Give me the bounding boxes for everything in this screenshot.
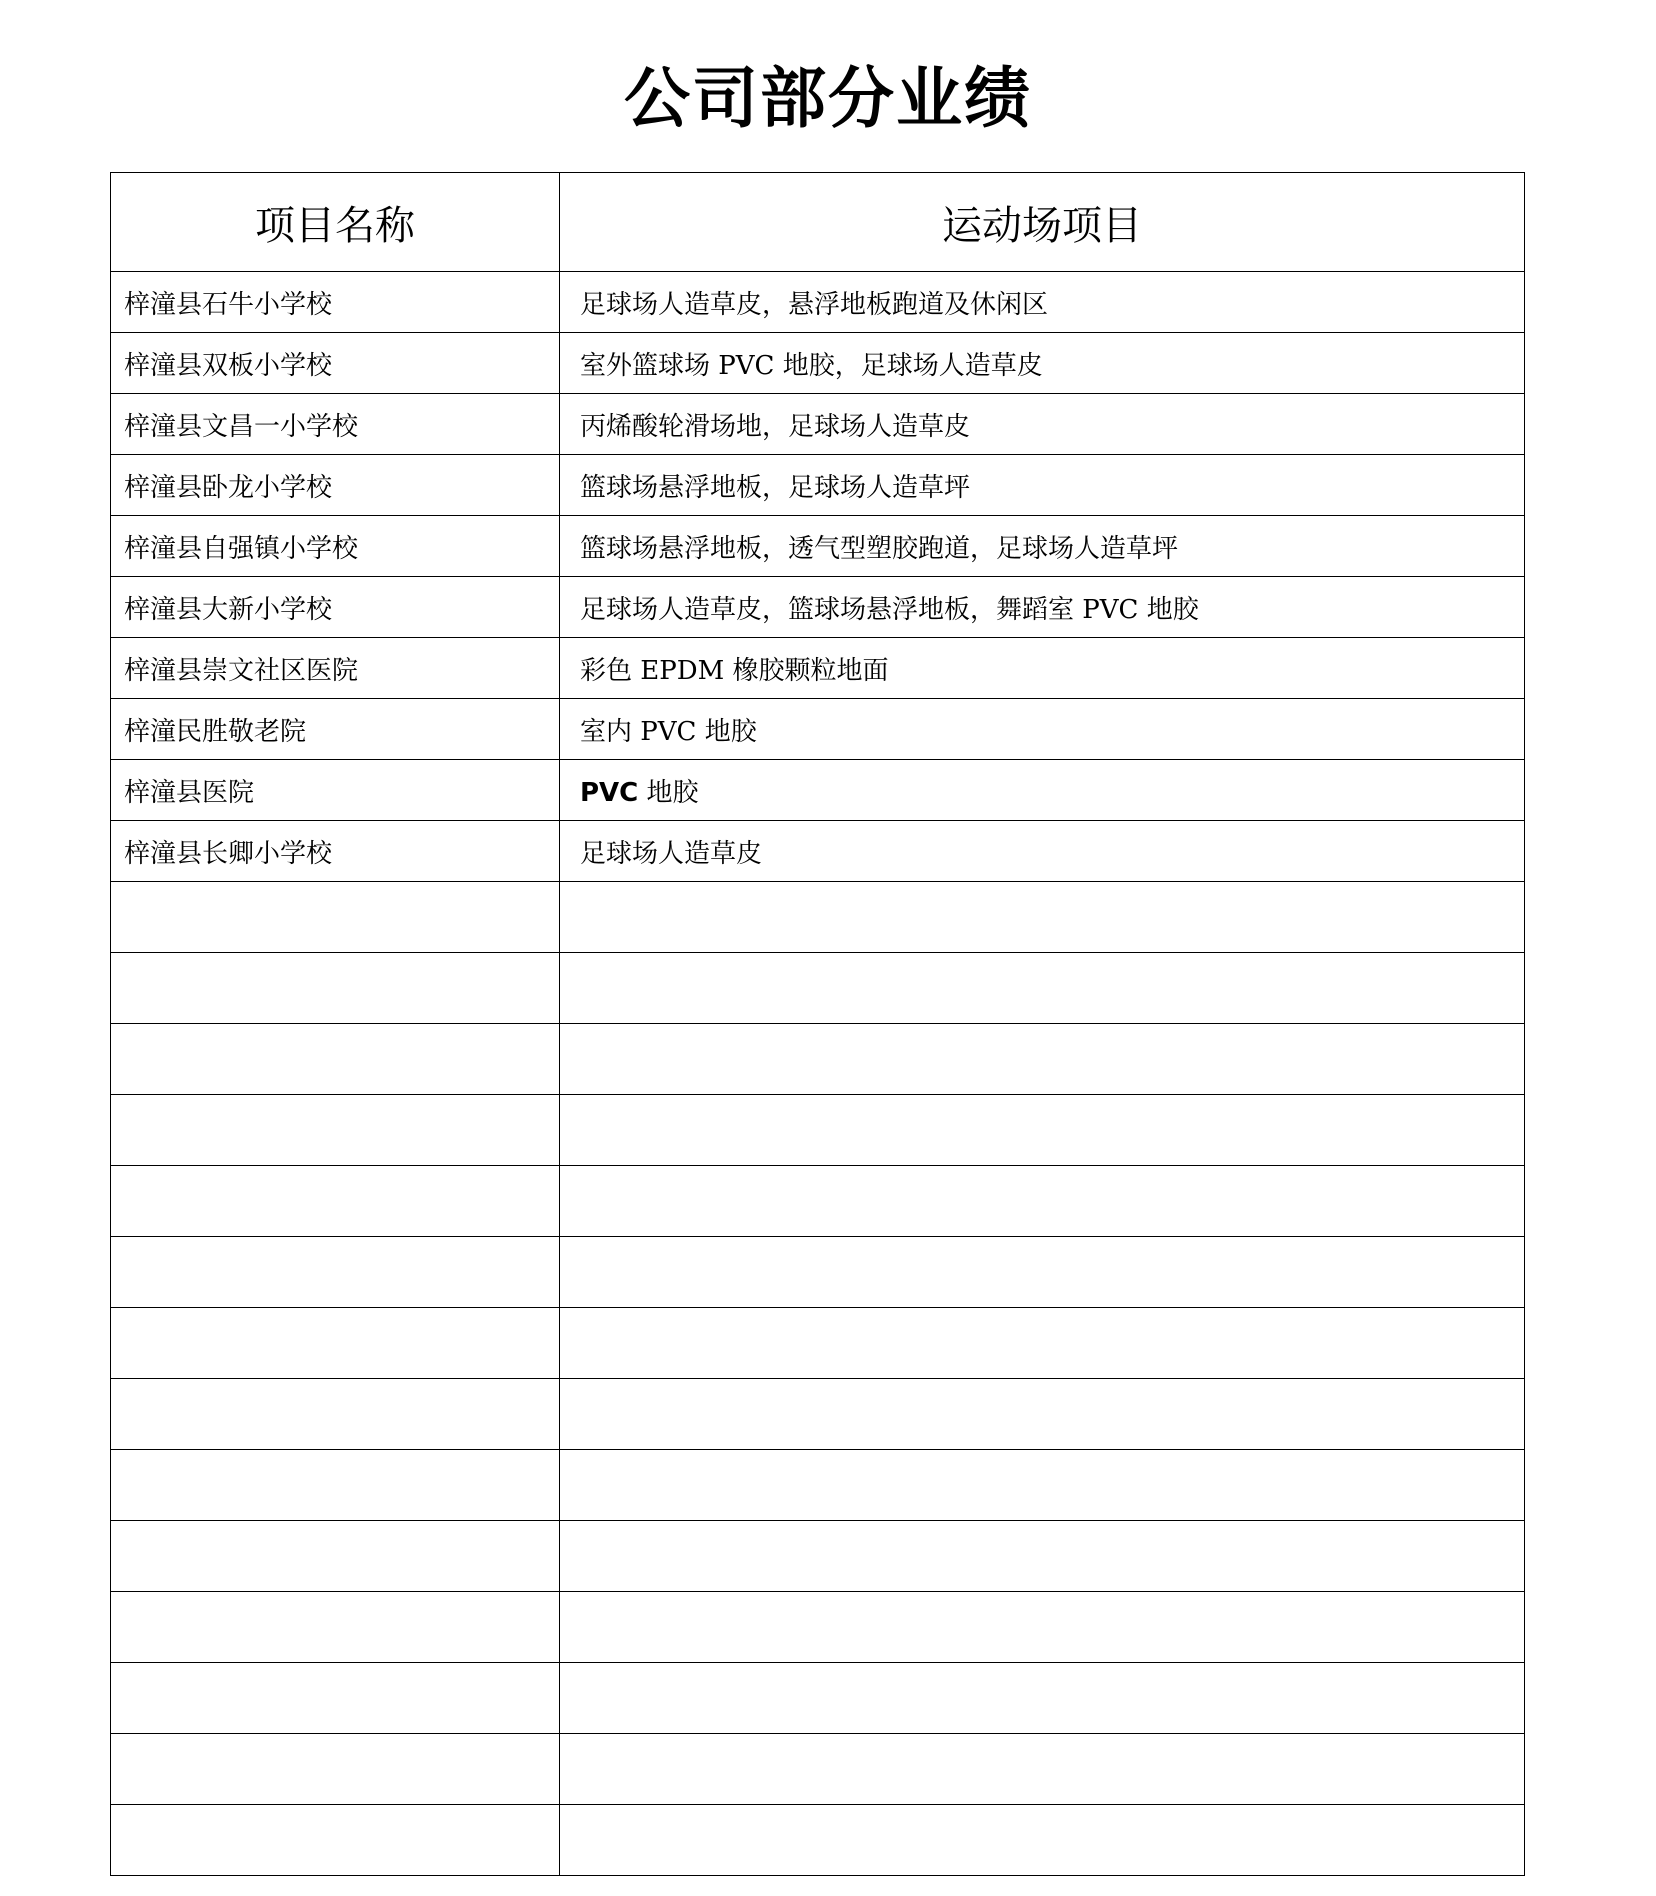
empty-table-row xyxy=(111,1024,1525,1095)
table-row xyxy=(111,516,1525,577)
empty-cell xyxy=(111,882,560,953)
empty-table-row xyxy=(111,1663,1525,1734)
project-name-cell: 梓潼县石牛小学校 xyxy=(111,272,560,333)
header-sports-project: 运动场项目 xyxy=(560,173,1525,272)
empty-cell xyxy=(111,1024,560,1095)
project-name-cell: 梓潼县双板小学校 xyxy=(111,333,560,394)
empty-cell xyxy=(560,1521,1525,1592)
sports-project-cell: 室外篮球场 PVC 地胶，足球场人造草皮 xyxy=(560,333,1525,394)
table-row xyxy=(111,638,1525,699)
table-row xyxy=(111,699,1525,760)
empty-table-row xyxy=(111,1308,1525,1379)
empty-cell xyxy=(111,1663,560,1734)
empty-table-row xyxy=(111,1379,1525,1450)
empty-cell xyxy=(560,953,1525,1024)
empty-cell xyxy=(111,1592,560,1663)
empty-cell xyxy=(560,1734,1525,1805)
sports-project-cell: 足球场人造草皮 xyxy=(560,821,1525,882)
empty-table-row xyxy=(111,953,1525,1024)
empty-cell xyxy=(111,1166,560,1237)
empty-table-row xyxy=(111,1095,1525,1166)
empty-cell xyxy=(560,1166,1525,1237)
project-text: 地胶 xyxy=(646,777,699,808)
empty-cell xyxy=(560,1450,1525,1521)
sports-project-cell: 丙烯酸轮滑场地，足球场人造草皮 xyxy=(560,394,1525,455)
table-row xyxy=(111,455,1525,516)
empty-cell xyxy=(560,1592,1525,1663)
sports-project-cell: 室内 PVC 地胶 xyxy=(560,699,1525,760)
table-row xyxy=(111,760,1525,821)
sports-project-cell: 足球场人造草皮，悬浮地板跑道及休闲区 xyxy=(560,272,1525,333)
empty-cell xyxy=(560,1663,1525,1734)
empty-cell xyxy=(111,1521,560,1592)
empty-cell xyxy=(560,1095,1525,1166)
empty-cell xyxy=(111,1805,560,1876)
empty-cell xyxy=(111,1450,560,1521)
project-name-cell: 梓潼县卧龙小学校 xyxy=(111,455,560,516)
table-row xyxy=(111,333,1525,394)
project-name-cell: 梓潼民胜敬老院 xyxy=(111,699,560,760)
table-header-row xyxy=(111,173,1525,272)
empty-cell xyxy=(111,1379,560,1450)
empty-table-row xyxy=(111,1592,1525,1663)
empty-cell xyxy=(560,1805,1525,1876)
empty-cell xyxy=(560,1237,1525,1308)
sports-project-cell: 篮球场悬浮地板，足球场人造草坪 xyxy=(560,455,1525,516)
empty-cell xyxy=(111,1734,560,1805)
table-row xyxy=(111,394,1525,455)
performance-table xyxy=(110,172,1525,1876)
empty-cell xyxy=(560,1308,1525,1379)
empty-table-row xyxy=(111,1237,1525,1308)
empty-cell xyxy=(560,882,1525,953)
empty-cell xyxy=(111,1095,560,1166)
empty-cell xyxy=(560,1379,1525,1450)
header-project-name: 项目名称 xyxy=(111,173,560,272)
empty-cell xyxy=(111,1308,560,1379)
project-name-cell: 梓潼县长卿小学校 xyxy=(111,821,560,882)
empty-table-row xyxy=(111,882,1525,953)
empty-table-row xyxy=(111,1734,1525,1805)
sports-project-cell: 足球场人造草皮，篮球场悬浮地板，舞蹈室 PVC 地胶 xyxy=(560,577,1525,638)
table-row xyxy=(111,577,1525,638)
project-name-cell: 梓潼县文昌一小学校 xyxy=(111,394,560,455)
empty-table-row xyxy=(111,1450,1525,1521)
empty-table-row xyxy=(111,1521,1525,1592)
sports-project-cell xyxy=(560,760,1525,821)
empty-table-row xyxy=(111,1166,1525,1237)
empty-cell xyxy=(111,1237,560,1308)
table-row xyxy=(111,272,1525,333)
sports-project-cell: 篮球场悬浮地板，透气型塑胶跑道，足球场人造草坪 xyxy=(560,516,1525,577)
empty-table-row xyxy=(111,1805,1525,1876)
page-title: 公司部分业绩 xyxy=(624,59,1032,137)
table-row xyxy=(111,821,1525,882)
project-name-cell: 梓潼县大新小学校 xyxy=(111,577,560,638)
sports-project-cell: 彩色 EPDM 橡胶颗粒地面 xyxy=(560,638,1525,699)
table-body xyxy=(111,272,1525,1876)
empty-cell xyxy=(560,1024,1525,1095)
empty-cell xyxy=(111,953,560,1024)
project-name-cell: 梓潼县崇文社区医院 xyxy=(111,638,560,699)
project-name-cell: 梓潼县自强镇小学校 xyxy=(111,516,560,577)
project-name-cell: 梓潼县医院 xyxy=(111,760,560,821)
project-code: PVC xyxy=(580,777,639,808)
